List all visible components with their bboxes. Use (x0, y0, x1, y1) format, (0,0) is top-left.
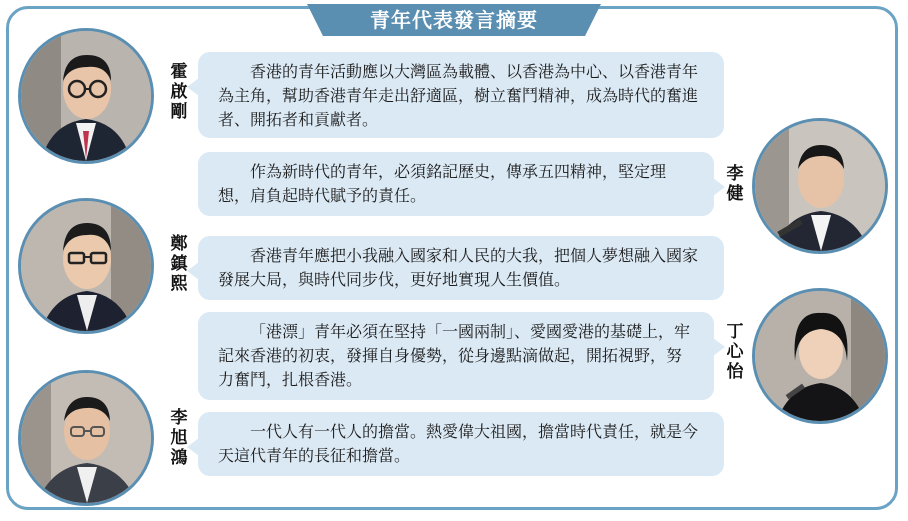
speaker-1-quote: 香港的青年活動應以大灣區為載體、以香港為中心、以香港青年為主角，幫助香港青年走出舒適區，樹立奮鬥精神，成為時代的奮進者、開拓者和貢獻者。 (218, 62, 699, 129)
speaker-5-name: 李旭鴻 (170, 408, 188, 468)
speaker-5-quote: 一代人有一代人的擔當。熱愛偉大祖國，擔當時代責任，就是今天這代青年的長征和擔當。 (218, 422, 699, 465)
speaker-4-quote-bubble (198, 312, 714, 400)
speaker-2-quote-bubble (198, 152, 714, 216)
speaker-1-quote-bubble (198, 52, 724, 138)
speaker-3-quote-bubble (198, 236, 724, 300)
speaker-3-photo (18, 198, 154, 334)
title-banner (307, 4, 601, 36)
speaker-4-name: 丁心怡 (726, 322, 744, 382)
speaker-2-quote: 作為新時代的青年，必須銘記歷史，傳承五四精神，堅定理想，肩負起時代賦予的責任。 (218, 162, 667, 205)
speaker-2-photo (752, 118, 888, 254)
speaker-1-photo (18, 28, 154, 164)
speaker-3-name: 鄭鎮熙 (170, 234, 188, 294)
speaker-4-photo (752, 288, 888, 424)
speaker-5-quote-bubble (198, 412, 724, 476)
speaker-2-name: 李健 (726, 164, 744, 204)
speaker-1-name: 霍啟剛 (170, 62, 188, 122)
speaker-5-photo (18, 370, 154, 506)
page-title: 青年代表發言摘要 (370, 8, 538, 32)
speaker-4-quote: 「港漂」青年必須在堅持「一國兩制」、愛國愛港的基礎上，牢記來香港的初衷，發揮自身優勢，從身邊點滴做起，開拓視野，努力奮鬥，扎根香港。 (218, 322, 691, 389)
speaker-3-quote: 香港青年應把小我融入國家和人民的大我，把個人夢想融入國家發展大局，與時代同步伐，更好地實現人生價值。 (218, 246, 699, 289)
